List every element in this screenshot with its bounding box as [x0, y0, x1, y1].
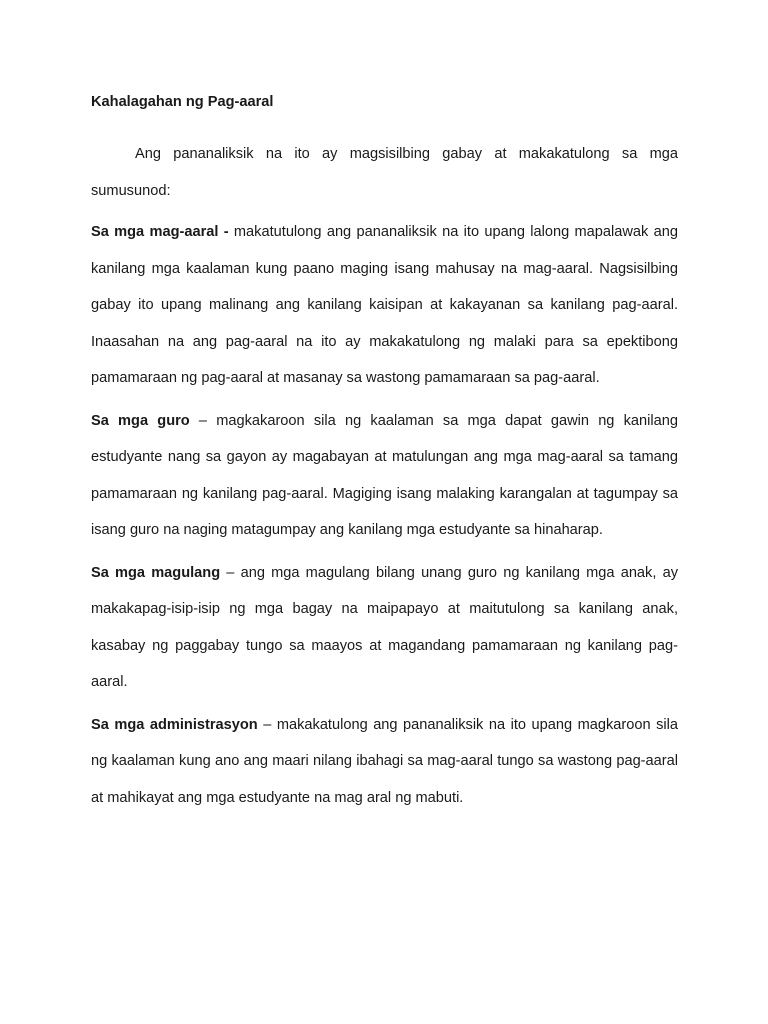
section-body: – magkakaroon sila ng kaalaman sa mga dapat gawin ng kanilang estudyante nang sa gayon ay magabayan at matulungan ang mga mag-aaral sa tamang pamamaraan ng kanilang pag-aaral. Magiging isang malaking karangalan at tagumpay sa isang guro na naging matagumpay ang kanilang mga estudyante sa hinaharap. [91, 412, 678, 538]
section-body: – makakatulong ang pananaliksik na ito upang magkaroon sila ng kaalaman kung ano ang maari nilang ibahagi sa mag-aaral tungo sa wastong pag-aaral at mahikayat ang mga estudyante na mag aral ng mabuti. [91, 716, 678, 806]
document-title: Kahalagahan ng Pag-aaral [91, 94, 274, 110]
section-guro [91, 403, 678, 549]
section-lead: Sa mga mag-aaral - [91, 224, 229, 240]
section-mag-aaral [91, 214, 678, 397]
section-administrasyon [91, 707, 678, 817]
section-body: – ang mga magulang bilang unang guro ng kanilang mga anak, ay makakapag-isip-isip ng mga bagay na maipapayo at maitutulong sa kanilang anak, kasabay ng paggabay tungo sa maayos at magandang pamamaraan ng kanilang pag-aaral. [91, 564, 678, 690]
section-lead: Sa mga guro [91, 412, 190, 429]
section-body: makatutulong ang pananaliksik na ito upang lalong mapalawak ang kanilang mga kaalaman kung paano maging isang mahusay na mag-aaral. Nagsisilbing gabay ito upang malinang ang kanilang kaisipan at kakayanan sa kanilang pag-aaral. Inaasahan na ang pag-aaral na ito ay makakatulong ng malaki para sa epektibong pamamaraan ng pag-aaral at masanay sa wastong pamamaraan sa pag-aaral. [91, 224, 678, 386]
section-magulang [91, 555, 678, 701]
section-lead: Sa mga magulang [91, 564, 221, 581]
section-lead: Sa mga administrasyon [91, 716, 258, 733]
document-body [91, 90, 678, 822]
intro-paragraph: Ang pananaliksik na ito ay magsisilbing gabay at makakatulong sa mga sumusunod: [91, 146, 678, 199]
